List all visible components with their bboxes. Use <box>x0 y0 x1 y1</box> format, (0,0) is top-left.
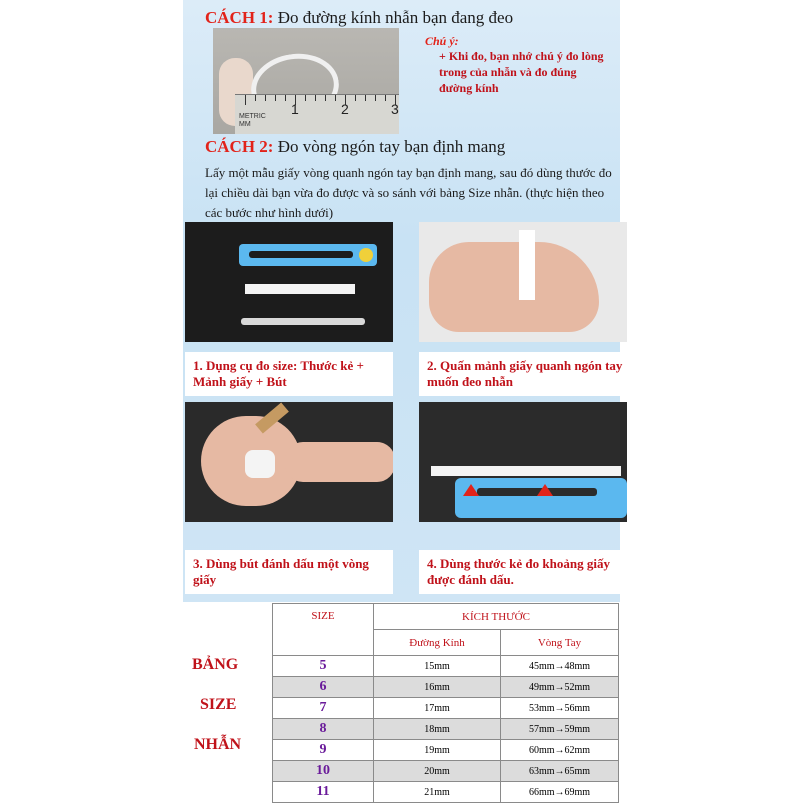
method-1-heading <box>205 8 513 28</box>
table-row <box>273 677 619 698</box>
table-row <box>273 740 619 761</box>
table-row <box>273 719 619 740</box>
table-side-title-3: NHẪN <box>194 736 242 753</box>
method-2-heading <box>205 137 505 157</box>
size-cell: 10 <box>273 761 374 782</box>
paper-strip <box>245 450 275 478</box>
circumference-cell: 66mm→69mm <box>501 782 619 803</box>
ruler-illustration <box>235 94 399 134</box>
circumference-cell: 49mm→52mm <box>501 677 619 698</box>
hand-illustration <box>429 242 599 332</box>
size-cell: 6 <box>273 677 374 698</box>
paper-strip <box>431 466 621 476</box>
instruction-poster <box>183 0 623 602</box>
method-2-label: CÁCH 2: <box>205 137 274 156</box>
table-side-title-2: SIZE <box>200 696 237 713</box>
table-row <box>273 761 619 782</box>
table-row <box>273 656 619 677</box>
method-2-text: Đo vòng ngón tay bạn định mang <box>277 137 506 156</box>
method-2-description: Lấy một mẫu giấy vòng quanh ngón tay bạn định mang, sau đó dùng thước đo lại chiều dài bạn vừa đo được và so sánh với bảng Size nhẫn. (thực hiện theo các bước như hình dưới) <box>205 165 612 220</box>
diameter-cell: 16mm <box>374 677 501 698</box>
size-cell: 5 <box>273 656 374 677</box>
method-1-label: CÁCH 1: <box>205 8 274 27</box>
ring-measure-photo <box>213 28 399 134</box>
size-cell: 8 <box>273 719 374 740</box>
table-row <box>273 698 619 719</box>
step-1-photo <box>185 222 393 342</box>
ruler-number: 3 <box>391 101 399 117</box>
header-circumference: Vòng Tay <box>501 630 619 656</box>
table-row <box>273 782 619 803</box>
circumference-cell: 53mm→56mm <box>501 698 619 719</box>
step-4-caption-box <box>419 550 627 594</box>
step-2-caption: 2. Quấn mảnh giấy quanh ngón tay muốn đeo nhẫn <box>427 358 623 389</box>
note-body: + Khi đo, bạn nhớ chú ý đo lòng trong của nhẫn và đo đúng đường kính <box>439 49 604 95</box>
ruler-number: 2 <box>341 101 349 117</box>
arrow-up-icon <box>537 484 553 496</box>
step-1-caption-box <box>185 352 393 396</box>
diameter-cell: 20mm <box>374 761 501 782</box>
diameter-cell: 18mm <box>374 719 501 740</box>
header-dimensions: KÍCH THƯỚC <box>374 604 619 630</box>
size-cell: 11 <box>273 782 374 803</box>
note-title: Chú ý: <box>425 34 459 48</box>
paper-strip <box>519 230 535 300</box>
circumference-cell: 57mm→59mm <box>501 719 619 740</box>
circumference-cell: 63mm→65mm <box>501 761 619 782</box>
ruler-illustration <box>239 244 377 266</box>
header-diameter: Đường Kính <box>374 630 501 656</box>
step-4-caption: 4. Dùng thước kẻ đo khoảng giấy được đánh dấu. <box>427 556 610 587</box>
step-4-photo <box>419 402 627 522</box>
step-2-caption-box <box>419 352 627 396</box>
circumference-cell: 60mm→62mm <box>501 740 619 761</box>
circumference-cell: 45mm→48mm <box>501 656 619 677</box>
ruler-number: 1 <box>291 101 299 117</box>
ruler-metric-label: METRIC MM <box>239 113 266 128</box>
step-2-photo <box>419 222 627 342</box>
size-cell: 9 <box>273 740 374 761</box>
diameter-cell: 15mm <box>374 656 501 677</box>
diameter-cell: 19mm <box>374 740 501 761</box>
pen-illustration <box>241 318 365 325</box>
paper-strip <box>245 284 355 294</box>
diameter-cell: 17mm <box>374 698 501 719</box>
step-3-photo <box>185 402 393 522</box>
size-cell: 7 <box>273 698 374 719</box>
diameter-cell: 21mm <box>374 782 501 803</box>
ring-size-table <box>272 603 619 812</box>
method-1-text: Đo đường kính nhẫn bạn đang đeo <box>277 8 514 27</box>
finger-illustration <box>285 442 393 482</box>
table-side-title-1: BẢNG <box>192 656 239 673</box>
step-1-caption: 1. Dụng cụ đo size: Thước kẻ + Mảnh giấy + Bút <box>193 358 364 389</box>
step-3-caption: 3. Dùng bút đánh dấu một vòng giấy <box>193 556 369 587</box>
step-3-caption-box <box>185 550 393 594</box>
header-size: SIZE <box>273 604 374 656</box>
arrow-up-icon <box>463 484 479 496</box>
